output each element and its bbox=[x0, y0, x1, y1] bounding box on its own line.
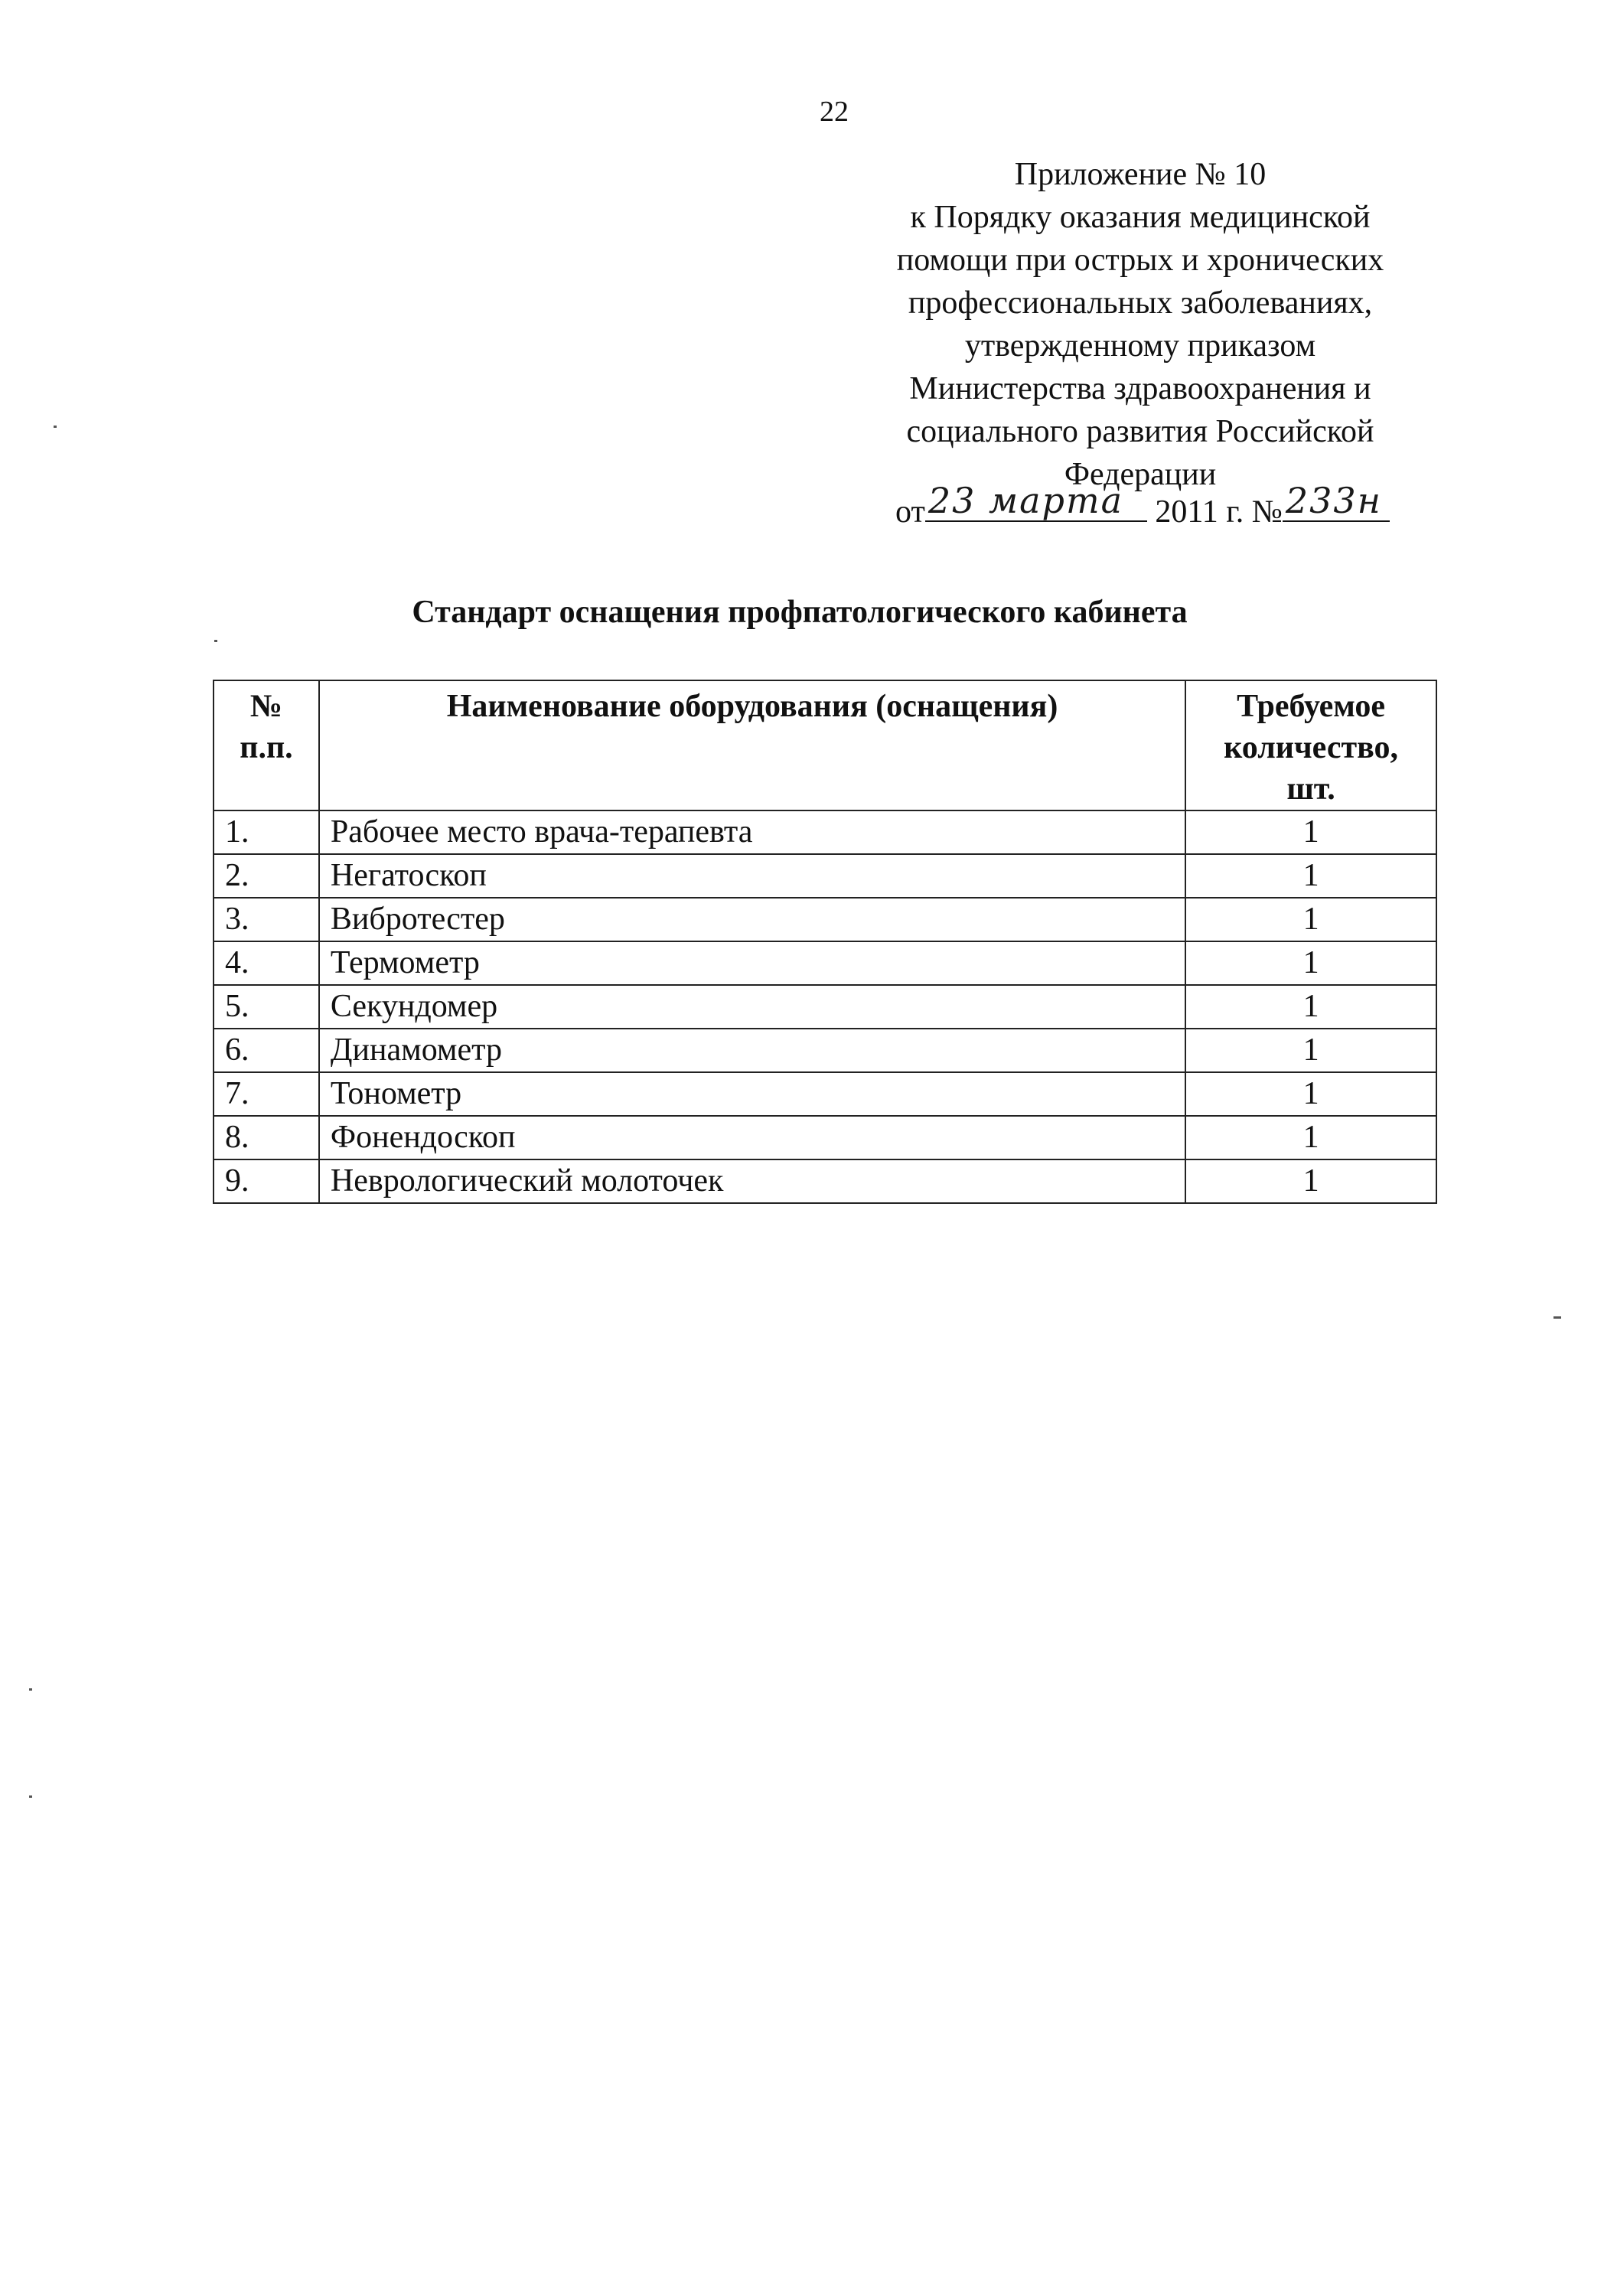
header-quantity-line: шт. bbox=[1286, 771, 1335, 807]
header-equipment-name: Наименование оборудования (оснащения) bbox=[319, 680, 1185, 810]
order-year: 2011 г. № bbox=[1155, 494, 1283, 530]
row-quantity: 1 bbox=[1185, 985, 1436, 1029]
row-number: 2. bbox=[214, 854, 319, 898]
row-equipment-name: Рабочее место врача-терапевта bbox=[319, 810, 1185, 854]
table-row bbox=[214, 1029, 1436, 1072]
table-header-row bbox=[214, 680, 1436, 810]
table-row bbox=[214, 941, 1436, 985]
row-number: 5. bbox=[214, 985, 319, 1029]
table-row bbox=[214, 854, 1436, 898]
row-equipment-name: Негатоскоп bbox=[319, 854, 1185, 898]
row-number: 1. bbox=[214, 810, 319, 854]
row-quantity: 1 bbox=[1185, 1029, 1436, 1072]
header-quantity bbox=[1185, 680, 1436, 810]
appendix-line: Приложение № 10 bbox=[1014, 157, 1267, 192]
appendix-line: профессиональных заболеваниях, bbox=[908, 285, 1373, 321]
table-row bbox=[214, 1159, 1436, 1203]
row-number: 7. bbox=[214, 1072, 319, 1116]
table-row bbox=[214, 898, 1436, 941]
appendix-line: социального развития Российской bbox=[906, 414, 1374, 449]
handwritten-number: 233н bbox=[1285, 480, 1382, 521]
row-number: 3. bbox=[214, 898, 319, 941]
appendix-line: Федерации bbox=[1064, 457, 1217, 492]
row-quantity: 1 bbox=[1185, 941, 1436, 985]
appendix-line: к Порядку оказания медицинской bbox=[910, 200, 1371, 235]
appendix-line: помощи при острых и хронических bbox=[896, 243, 1384, 278]
date-prefix: от bbox=[895, 494, 925, 530]
equipment-table bbox=[213, 680, 1437, 1204]
row-equipment-name: Фонендоскоп bbox=[319, 1116, 1185, 1159]
scan-speck bbox=[54, 426, 57, 428]
header-number bbox=[214, 680, 319, 810]
appendix-line: утвержденному приказом bbox=[964, 328, 1316, 364]
scan-speck bbox=[1553, 1316, 1561, 1319]
scan-speck bbox=[214, 640, 217, 642]
header-quantity-line: количество, bbox=[1224, 730, 1398, 765]
header-number-line: № bbox=[249, 689, 283, 724]
scan-speck bbox=[29, 1688, 32, 1691]
number-blank bbox=[1283, 480, 1390, 522]
appendix-block bbox=[849, 153, 1431, 496]
row-equipment-name: Динамометр bbox=[319, 1029, 1185, 1072]
table-row bbox=[214, 1116, 1436, 1159]
row-number: 4. bbox=[214, 941, 319, 985]
document-title: Стандарт оснащения профпатологического кабинета bbox=[412, 595, 1188, 630]
row-equipment-name: Тонометр bbox=[319, 1072, 1185, 1116]
page-number: 22 bbox=[820, 96, 849, 128]
row-quantity: 1 bbox=[1185, 898, 1436, 941]
row-quantity: 1 bbox=[1185, 1159, 1436, 1203]
row-number: 6. bbox=[214, 1029, 319, 1072]
row-number: 9. bbox=[214, 1159, 319, 1203]
order-date-line bbox=[895, 480, 1446, 533]
row-quantity: 1 bbox=[1185, 810, 1436, 854]
row-quantity: 1 bbox=[1185, 1116, 1436, 1159]
header-number-line: п.п. bbox=[240, 730, 293, 765]
date-blank bbox=[925, 480, 1147, 522]
scan-speck bbox=[29, 1795, 32, 1798]
row-quantity: 1 bbox=[1185, 1072, 1436, 1116]
table-row bbox=[214, 985, 1436, 1029]
handwritten-date: 23 марта bbox=[928, 480, 1124, 521]
header-quantity-line: Требуемое bbox=[1237, 689, 1385, 724]
row-equipment-name: Вибротестер bbox=[319, 898, 1185, 941]
table-row bbox=[214, 810, 1436, 854]
row-quantity: 1 bbox=[1185, 854, 1436, 898]
appendix-line: Министерства здравоохранения и bbox=[909, 371, 1371, 406]
row-equipment-name: Секундомер bbox=[319, 985, 1185, 1029]
row-equipment-name: Термометр bbox=[319, 941, 1185, 985]
row-number: 8. bbox=[214, 1116, 319, 1159]
row-equipment-name: Неврологический молоточек bbox=[319, 1159, 1185, 1203]
table-row bbox=[214, 1072, 1436, 1116]
